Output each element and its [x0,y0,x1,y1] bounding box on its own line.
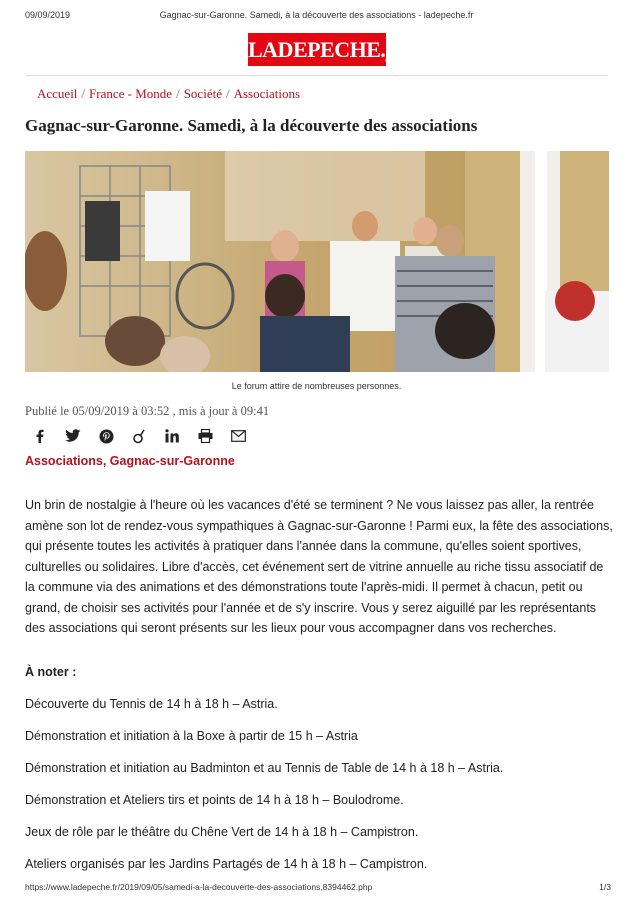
breadcrumb-associations[interactable]: Associations [233,86,301,101]
viadeo-icon[interactable] [129,426,149,446]
pinterest-icon[interactable] [96,426,116,446]
logo-dot: . [380,37,386,62]
breadcrumb-separator: / [225,86,230,101]
list-item: Jeux de rôle par le théâtre du Chêne Vert de 14 h à 18 h – Campistron. [25,825,419,839]
note-heading: À noter : [25,665,77,679]
facebook-icon[interactable] [30,426,50,446]
twitter-icon[interactable] [63,426,83,446]
breadcrumb-separator: / [81,86,86,101]
page-number: 1/3 [599,882,611,892]
email-icon[interactable] [228,426,248,446]
publish-date: Publié le 05/09/2019 à 03:52 , mis à jour à 09:41 [25,404,270,418]
site-logo[interactable] [248,33,399,66]
tag-gagnac-sur-garonne[interactable]: Gagnac-sur-Garonne [109,454,235,468]
print-date: 09/09/2019 [25,10,71,20]
article-photo [25,151,609,372]
list-item: Découverte du Tennis de 14 h à 18 h – Astria. [25,697,278,711]
article-intro: Un brin de nostalgie à l'heure où les vacances d'été se terminent ? Ne vous laissez pas aller, la rentrée amène son lot de rendez-vous sympathiques à Gagnac-sur-Garonne ! Parmi eux, la fête des associations, qui présente toutes les activités à pratiquer dans l'année dans la commune, qu'elles soient sportives, culturelles ou solidaires. Libre d'accès, cet événement sert de vitrine annuelle au riche tissu associatif de la commune via des animations et des démonstrations toute l'après-midi. Il permet à chacun, petit ou grand, de choisir ses activités pour l'année et de s'y inscrire. Vous y serez aiguillé par les représentants des associations qui seront présents sur les lieux pour vous accompagner dans vos recherches. [25,498,613,635]
list-item: Démonstration et Ateliers tirs et points de 14 h à 18 h – Boulodrome. [25,793,404,807]
logo-main: LADEPECHE [248,37,381,62]
breadcrumb-separator: / [176,86,180,101]
list-item: Démonstration et initiation à la Boxe à partir de 15 h – Astria [25,729,358,743]
print-title: Gagnac-sur-Garonne. Samedi, à la découverte des associations - ladepeche.fr [159,10,474,20]
list-item: Démonstration et initiation au Badminton et au Tennis de Table de 14 h à 18 h – Astria. [25,761,504,775]
breadcrumb-france-monde[interactable]: France - Monde [89,86,173,101]
page-url: https://www.ladepeche.fr/2019/09/05/samedi-a-la-decouverte-des-associations,8394462.php [25,882,373,892]
tag-separator: , [102,454,110,468]
image-caption: Le forum attire de nombreuses personnes. [231,381,402,391]
linkedin-icon[interactable] [162,426,182,446]
print-icon[interactable] [195,426,215,446]
share-bar [30,426,248,446]
breadcrumb [37,86,300,102]
list-item: Ateliers organisés par les Jardins Partagés de 14 h à 18 h – Campistron. [25,857,428,871]
breadcrumb-accueil[interactable]: Accueil [37,86,78,101]
header-divider [26,75,608,76]
logo-tld: fr [385,40,399,62]
article-title: Gagnac-sur-Garonne. Samedi, à la découverte des associations [25,116,478,135]
article-tags [25,454,235,468]
tag-associations[interactable]: Associations [25,454,103,468]
breadcrumb-societe[interactable]: Société [183,86,222,101]
